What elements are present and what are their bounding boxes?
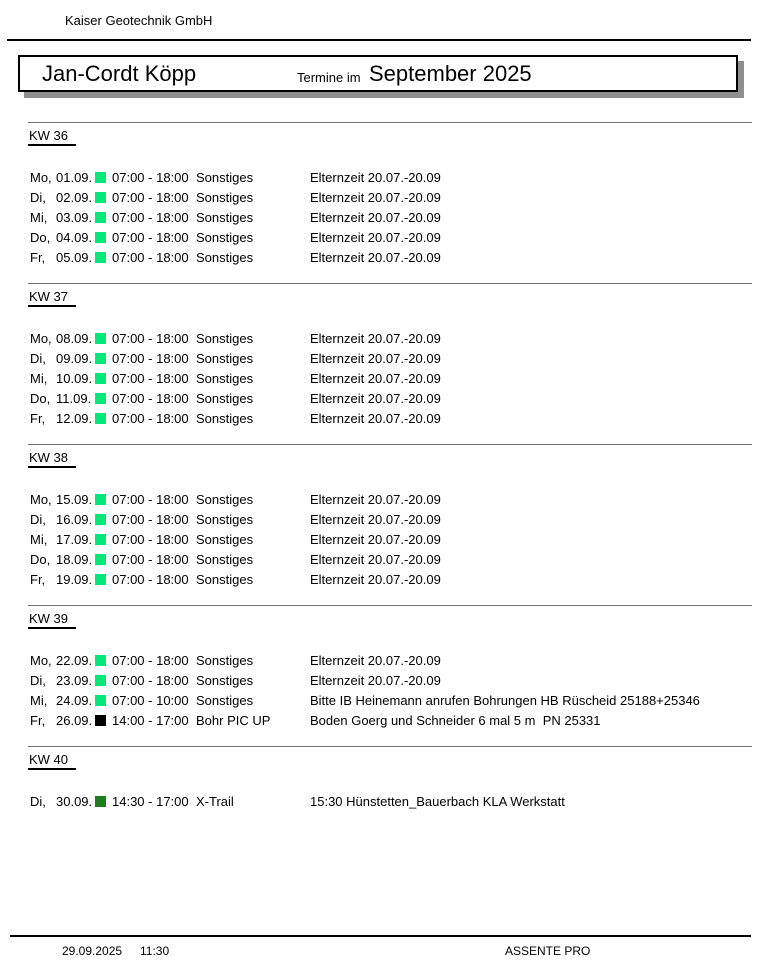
section-separator	[28, 605, 752, 606]
event-category: Sonstiges	[196, 330, 254, 346]
date-label: 19.09.	[56, 571, 93, 587]
calendar-week-label: KW 39	[28, 611, 76, 629]
date-label: 26.09.	[56, 712, 93, 728]
event-category: Sonstiges	[196, 672, 254, 688]
appointment-row	[0, 388, 780, 408]
event-category: Bohr PIC UP	[196, 712, 271, 728]
time-range: 07:00 - 18:00	[112, 249, 189, 265]
event-category: Sonstiges	[196, 410, 254, 426]
event-status-square-icon	[95, 172, 106, 183]
event-description: Elternzeit 20.07.-20.09	[310, 511, 441, 527]
event-status-square-icon	[95, 514, 106, 525]
calendar-week-label: KW 40	[28, 752, 76, 770]
time-range: 07:00 - 18:00	[112, 511, 189, 527]
time-range: 07:00 - 18:00	[112, 410, 189, 426]
time-range: 07:00 - 18:00	[112, 652, 189, 668]
time-range: 07:00 - 18:00	[112, 672, 189, 688]
week-section	[0, 444, 780, 589]
event-category: Sonstiges	[196, 189, 254, 205]
event-status-square-icon	[95, 232, 106, 243]
event-status-square-icon	[95, 333, 106, 344]
weekday-label: Fr,	[30, 410, 46, 426]
time-range: 07:00 - 18:00	[112, 189, 189, 205]
event-description: Elternzeit 20.07.-20.09	[310, 189, 441, 205]
event-category: Sonstiges	[196, 551, 254, 567]
date-label: 23.09.	[56, 672, 93, 688]
event-description: Elternzeit 20.07.-20.09	[310, 390, 441, 406]
event-description: Elternzeit 20.07.-20.09	[310, 209, 441, 225]
event-status-square-icon	[95, 796, 106, 807]
date-label: 01.09.	[56, 169, 93, 185]
appointment-row	[0, 328, 780, 348]
footer-print-date: 29.09.2025	[62, 944, 123, 958]
event-status-square-icon	[95, 192, 106, 203]
event-description: Elternzeit 20.07.-20.09	[310, 531, 441, 547]
time-range: 07:00 - 18:00	[112, 209, 189, 225]
event-status-square-icon	[95, 675, 106, 686]
event-category: Sonstiges	[196, 249, 254, 265]
event-category: X-Trail	[196, 793, 234, 809]
appointment-row	[0, 710, 780, 730]
weekday-label: Mi,	[30, 531, 48, 547]
weekday-label: Di,	[30, 793, 46, 809]
time-range: 07:00 - 18:00	[112, 330, 189, 346]
event-description: Elternzeit 20.07.-20.09	[310, 672, 441, 688]
appointment-row	[0, 569, 780, 589]
date-label: 10.09.	[56, 370, 93, 386]
weekday-label: Mi,	[30, 692, 48, 708]
event-status-square-icon	[95, 393, 106, 404]
event-category: Sonstiges	[196, 229, 254, 245]
event-description: Elternzeit 20.07.-20.09	[310, 370, 441, 386]
date-label: 05.09.	[56, 249, 93, 265]
event-description: Boden Goerg und Schneider 6 mal 5 m PN 25331	[310, 712, 601, 728]
date-label: 09.09.	[56, 350, 93, 366]
event-category: Sonstiges	[196, 390, 254, 406]
event-status-square-icon	[95, 252, 106, 263]
week-section	[0, 283, 780, 428]
week-section	[0, 746, 780, 811]
event-category: Sonstiges	[196, 511, 254, 527]
event-description: Bitte IB Heinemann anrufen Bohrungen HB Rüscheid 25188+25346	[310, 692, 700, 708]
date-label: 22.09.	[56, 652, 93, 668]
event-status-square-icon	[95, 554, 106, 565]
time-range: 07:00 - 10:00	[112, 692, 189, 708]
event-category: Sonstiges	[196, 350, 254, 366]
person-name: Jan-Cordt Köpp	[42, 61, 197, 86]
weekday-label: Do,	[30, 390, 51, 406]
event-category: Sonstiges	[196, 209, 254, 225]
weekday-label: Fr,	[30, 249, 46, 265]
event-status-square-icon	[95, 353, 106, 364]
event-category: Sonstiges	[196, 652, 254, 668]
time-range: 07:00 - 18:00	[112, 571, 189, 587]
time-range: 07:00 - 18:00	[112, 169, 189, 185]
footer-app-name: ASSENTE PRO	[505, 944, 591, 958]
weekday-label: Mi,	[30, 209, 48, 225]
calendar-week-label: KW 36	[28, 128, 76, 146]
appointment-rows	[0, 489, 780, 589]
event-category: Sonstiges	[196, 169, 254, 185]
event-status-square-icon	[95, 373, 106, 384]
event-description: Elternzeit 20.07.-20.09	[310, 571, 441, 587]
section-separator	[28, 283, 752, 284]
appointment-rows	[0, 791, 780, 811]
event-category: Sonstiges	[196, 571, 254, 587]
event-description: 15:30 Hünstetten_Bauerbach KLA Werkstatt	[310, 793, 565, 809]
event-description: Elternzeit 20.07.-20.09	[310, 410, 441, 426]
week-section	[0, 605, 780, 730]
event-category: Sonstiges	[196, 531, 254, 547]
weekday-label: Mo,	[30, 652, 52, 668]
date-label: 16.09.	[56, 511, 93, 527]
footer-rule	[10, 935, 751, 937]
appointment-row	[0, 368, 780, 388]
time-range: 07:00 - 18:00	[112, 370, 189, 386]
date-label: 11.09.	[56, 390, 92, 406]
event-description: Elternzeit 20.07.-20.09	[310, 330, 441, 346]
event-description: Elternzeit 20.07.-20.09	[310, 229, 441, 245]
event-status-square-icon	[95, 494, 106, 505]
time-range: 07:00 - 18:00	[112, 390, 189, 406]
event-status-square-icon	[95, 534, 106, 545]
event-status-square-icon	[95, 212, 106, 223]
date-label: 02.09.	[56, 189, 93, 205]
weekday-label: Di,	[30, 672, 46, 688]
time-range: 07:00 - 18:00	[112, 531, 189, 547]
event-category: Sonstiges	[196, 370, 254, 386]
date-label: 24.09.	[56, 692, 93, 708]
weekday-label: Di,	[30, 511, 46, 527]
event-description: Elternzeit 20.07.-20.09	[310, 652, 441, 668]
appointment-row	[0, 690, 780, 710]
date-label: 30.09.	[56, 793, 93, 809]
appointment-row	[0, 509, 780, 529]
calendar-week-label: KW 37	[28, 289, 76, 307]
footer-print-time: 11:30	[140, 944, 170, 958]
weekday-label: Do,	[30, 551, 51, 567]
calendar-week-label: KW 38	[28, 450, 76, 468]
date-label: 08.09.	[56, 330, 93, 346]
time-range: 07:00 - 18:00	[112, 551, 189, 567]
date-label: 04.09.	[56, 229, 93, 245]
time-range: 14:00 - 17:00	[112, 712, 189, 728]
weekday-label: Do,	[30, 229, 51, 245]
weekday-label: Di,	[30, 350, 46, 366]
week-section	[0, 122, 780, 267]
time-range: 07:00 - 18:00	[112, 229, 189, 245]
event-description: Elternzeit 20.07.-20.09	[310, 350, 441, 366]
event-category: Sonstiges	[196, 491, 254, 507]
appointment-row	[0, 348, 780, 368]
appointment-row	[0, 650, 780, 670]
time-range: 07:00 - 18:00	[112, 491, 189, 507]
appointment-rows	[0, 167, 780, 267]
weekday-label: Mi,	[30, 370, 48, 386]
weekday-label: Fr,	[30, 712, 46, 728]
appointment-row	[0, 187, 780, 207]
appointment-row	[0, 549, 780, 569]
date-label: 17.09.	[56, 531, 93, 547]
event-status-square-icon	[95, 574, 106, 585]
event-description: Elternzeit 20.07.-20.09	[310, 491, 441, 507]
section-separator	[28, 444, 752, 445]
event-description: Elternzeit 20.07.-20.09	[310, 169, 441, 185]
appointment-row	[0, 167, 780, 187]
report-period: September 2025	[369, 61, 532, 86]
time-range: 07:00 - 18:00	[112, 350, 189, 366]
appointment-row	[0, 408, 780, 428]
date-label: 03.09.	[56, 209, 93, 225]
appointment-row	[0, 207, 780, 227]
section-separator	[28, 746, 752, 747]
company-name: Kaiser Geotechnik GmbH	[65, 13, 213, 28]
event-description: Elternzeit 20.07.-20.09	[310, 249, 441, 265]
event-status-square-icon	[95, 695, 106, 706]
header-rule	[7, 39, 751, 41]
appointment-row	[0, 247, 780, 267]
appointment-rows	[0, 328, 780, 428]
date-label: 15.09.	[56, 491, 93, 507]
weekday-label: Mo,	[30, 330, 52, 346]
event-description: Elternzeit 20.07.-20.09	[310, 551, 441, 567]
event-category: Sonstiges	[196, 692, 254, 708]
weekday-label: Mo,	[30, 169, 52, 185]
weekday-label: Fr,	[30, 571, 46, 587]
event-status-square-icon	[95, 715, 106, 726]
time-range: 14:30 - 17:00	[112, 793, 189, 809]
weekday-label: Mo,	[30, 491, 52, 507]
week-sections	[0, 122, 780, 827]
appointment-row	[0, 227, 780, 247]
appointment-row	[0, 489, 780, 509]
date-label: 18.09.	[56, 551, 93, 567]
appointment-row	[0, 529, 780, 549]
date-label: 12.09.	[56, 410, 93, 426]
weekday-label: Di,	[30, 189, 46, 205]
appointment-rows	[0, 650, 780, 730]
section-separator	[28, 122, 752, 123]
event-status-square-icon	[95, 413, 106, 424]
appointment-row	[0, 791, 780, 811]
event-status-square-icon	[95, 655, 106, 666]
title-box	[18, 55, 738, 92]
appointment-row	[0, 670, 780, 690]
title-label: Termine im	[297, 70, 361, 85]
